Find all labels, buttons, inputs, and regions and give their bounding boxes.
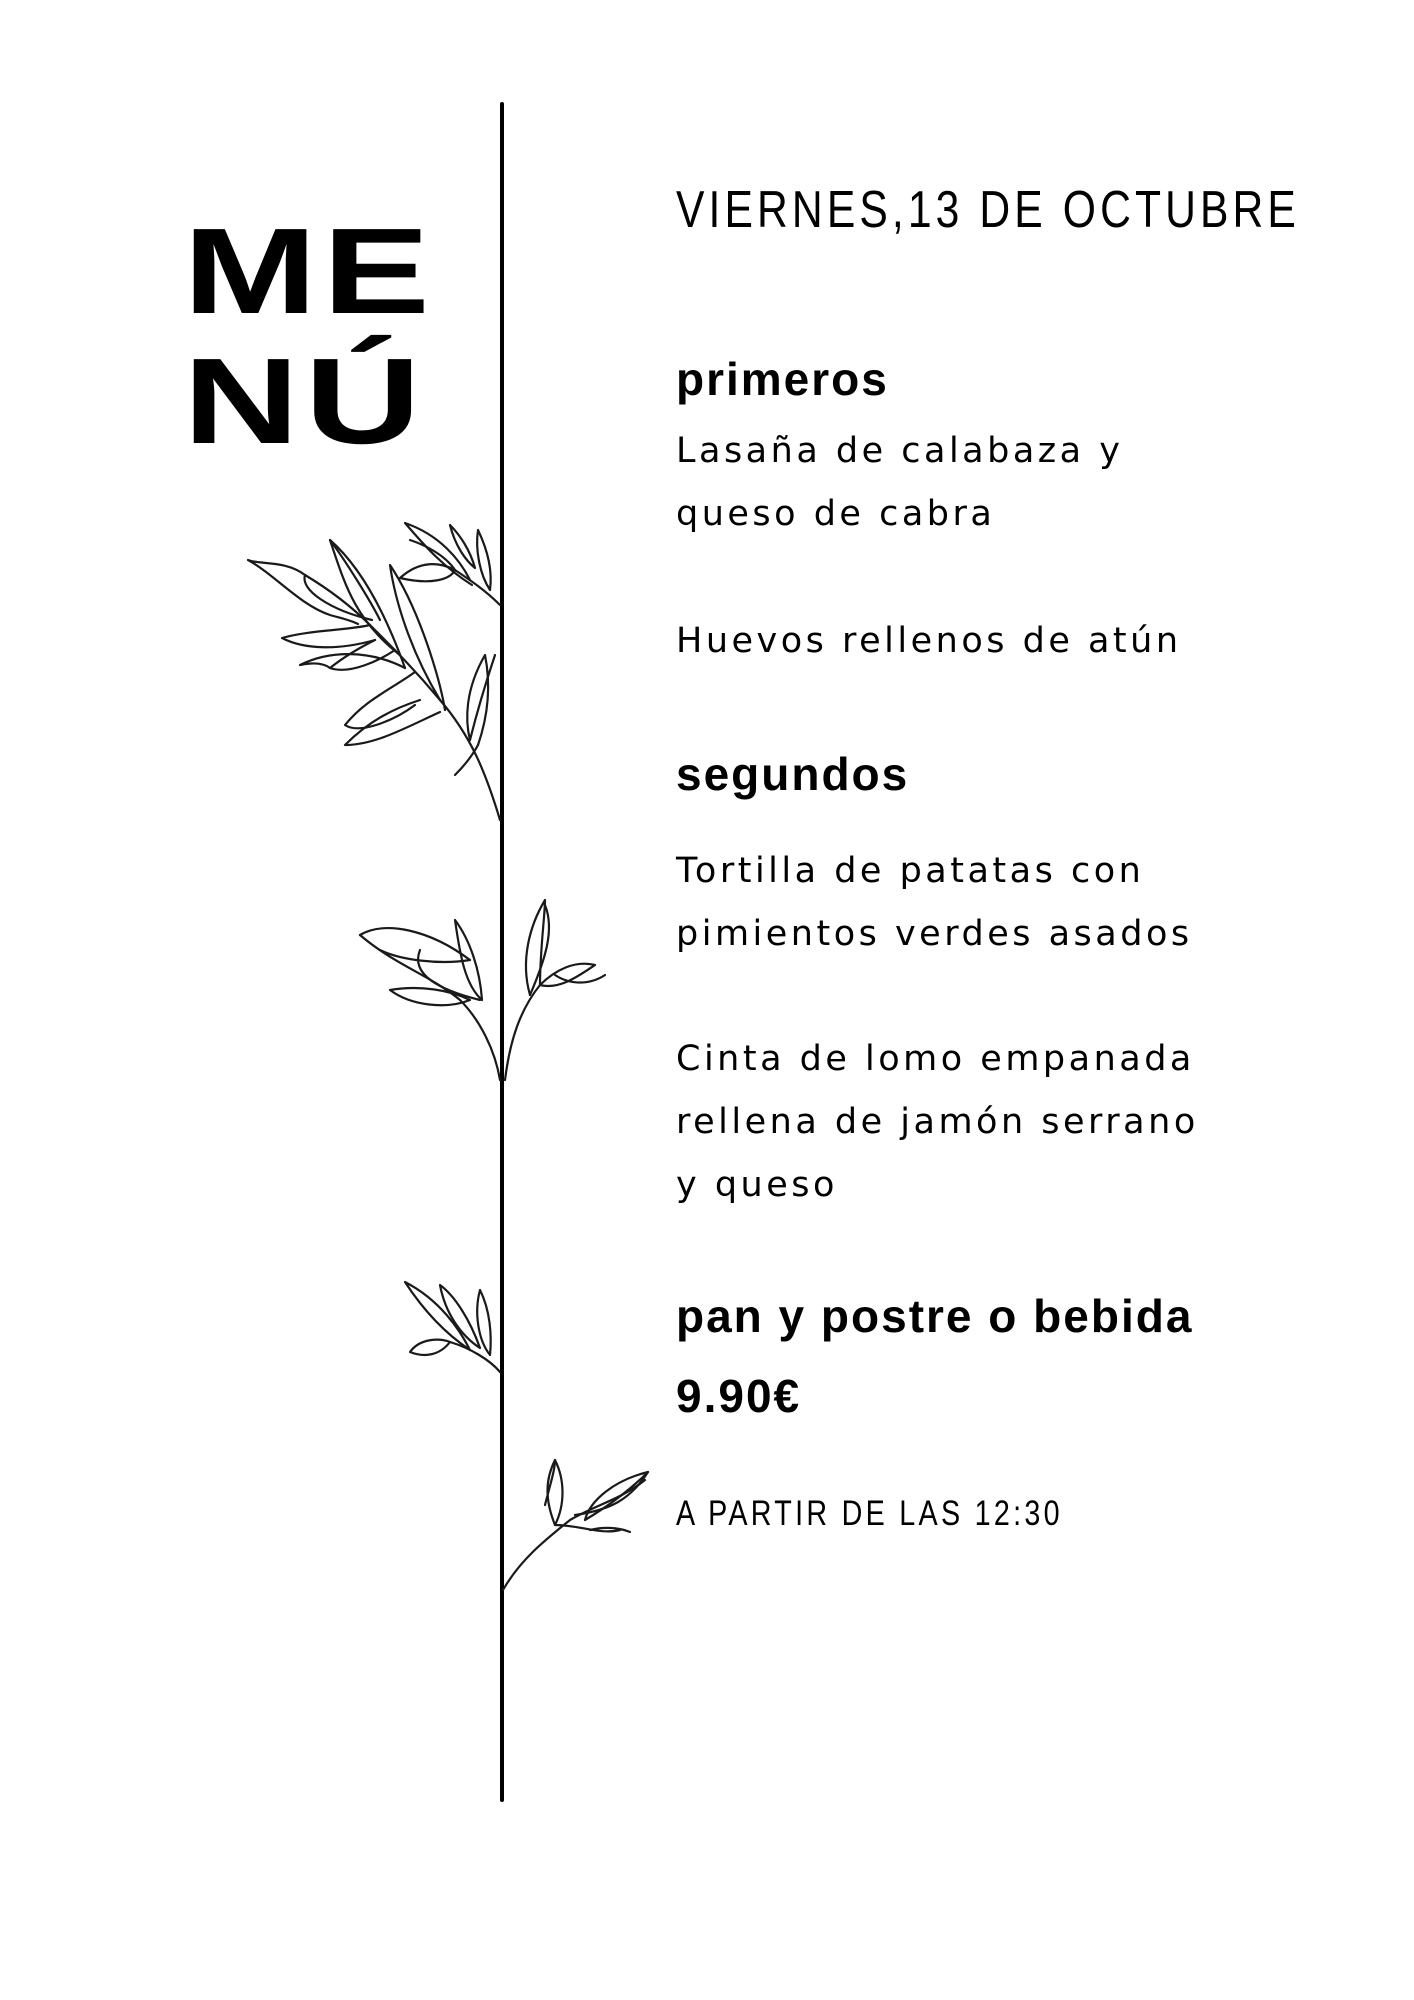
leaf-sprig-small-top [400,523,500,605]
section-heading-primeros: primeros [676,353,889,405]
menu-time-note: A PARTIR DE LAS 12:30 [676,1494,1063,1533]
dish-cinta-de-lomo: Cinta de lomo empanada rellena de jamón serrano y queso [676,1039,1199,1205]
leaf-sprig-small-lower [405,1282,500,1372]
menu-title-line-1: ME [183,203,436,339]
menu-date: VIERNES,13 DE OCTUBRE [676,181,1300,239]
section-heading-segundos: segundos [676,748,910,800]
dish-huevos: Huevos rellenos de atún [676,621,1182,661]
dish-lasana: Lasaña de calabaza y queso de cabra [676,431,1124,534]
section-heading-extras: pan y postre o bebida [676,1290,1194,1342]
menu-price: 9.90€ [676,1370,802,1422]
leaf-cluster-top [248,540,500,820]
menu-title-line-2: NÚ [183,333,427,469]
leaf-cluster-middle [360,900,605,1080]
leaf-cluster-bottom [503,1460,648,1590]
dish-tortilla: Tortilla de patatas con pimientos verdes asados [676,851,1193,954]
